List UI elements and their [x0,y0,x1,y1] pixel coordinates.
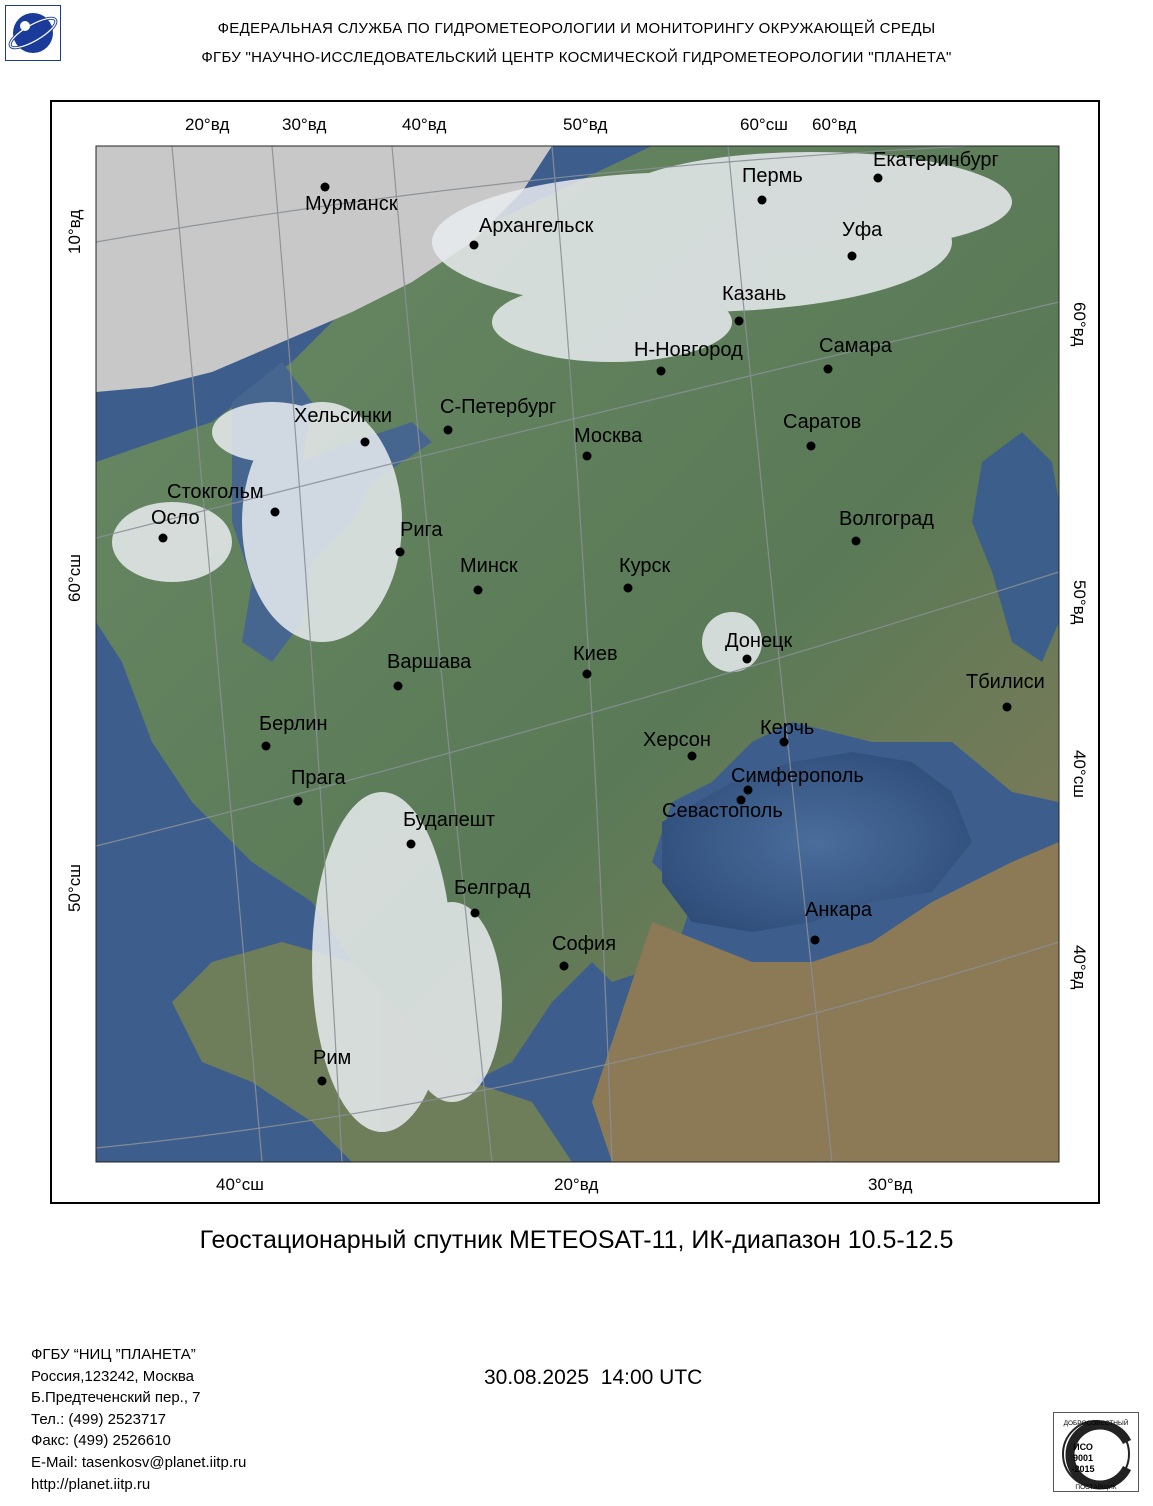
city-dot [583,452,592,461]
city-label: Архангельск [479,215,594,237]
address-line-1: Россия,123242, Москва [31,1367,194,1385]
city-label: Осло [151,507,200,529]
address-line-2: Б.Предтеченский пер., 7 [31,1389,201,1407]
city-dot [394,682,403,691]
grid-label-bottom: 40°сш [216,1175,264,1194]
city-label: Рига [400,519,443,541]
city-label: Н-Новгород [634,339,743,361]
city-label: Симферополь [731,765,864,787]
grid-label-right: 40°вд [1070,945,1089,990]
city-label: Самара [819,335,892,357]
satellite-map-frame [50,100,1100,1204]
right-grid-labels [1070,302,1089,990]
city-label: София [552,933,617,955]
city-label: Варшава [387,651,472,673]
email[interactable]: E-Mail: tasenkosv@planet.iitp.ru [31,1453,247,1471]
city-label: Стокгольм [167,481,264,503]
city-label: Казань [722,283,787,305]
city-label: Берлин [259,713,328,735]
map-caption: Геостационарный спутник METEOSAT-11, ИК-диапазон 10.5-12.5 [199,1226,954,1254]
city-label: Будапешт [403,809,495,831]
city-label: Донецк [725,630,793,652]
city-dot [361,438,370,447]
city-dot [624,584,633,593]
city-dot [470,241,479,250]
city-label: С-Петербург [440,396,557,418]
website-link[interactable]: http://planet.iitp.ru [31,1475,151,1493]
city-label: Саратов [783,411,862,433]
fax: Факс: (499) 2526610 [31,1432,171,1450]
city-label: Белград [454,877,531,899]
bottom-grid-labels [216,1175,913,1194]
city-label: Пермь [742,165,803,187]
city-dot [657,367,666,376]
grid-label-left: 50°сш [65,864,84,912]
city-label: Тбилиси [966,671,1045,693]
city-label: Москва [574,425,643,447]
grid-label-right: 50°вд [1070,580,1089,625]
city-dot [807,442,816,451]
phone: Тел.: (499) 2523717 [31,1410,166,1428]
header-institute: ФГБУ "НАУЧНО-ИССЛЕДОВАТЕЛЬСКИЙ ЦЕНТР КОСМИЧЕСКОЙ ГИДРОМЕТЕОРОЛОГИИ "ПЛАНЕТА" [201,49,952,66]
city-dot [1003,703,1012,712]
city-dot [848,252,857,261]
badge-line-1: ИСО [1073,1442,1093,1452]
city-label: Севастополь [662,800,783,822]
grid-label-top: 20°вд [185,115,230,134]
grid-label-bottom: 20°вд [554,1175,599,1194]
badge-line-3: -2015 [1071,1464,1095,1474]
city-dot [560,962,569,971]
grid-label-top: 50°вд [563,115,608,134]
city-dot [743,655,752,664]
city-dot [688,752,697,761]
satellite-map [52,102,1098,1202]
contact-info [31,1344,246,1495]
city-dot [271,508,280,517]
city-dot [874,174,883,183]
city-label: Рим [313,1047,352,1069]
city-dot [811,936,820,945]
city-label: Анкара [805,899,872,921]
city-label: Хельсинки [294,405,393,427]
city-dot [852,537,861,546]
grid-label-left: 60°сш [65,554,84,602]
grid-label-top: 60°сш [740,115,788,134]
city-label: Минск [460,555,518,577]
observation-timestamp: 30.08.2025 14:00 UTC [484,1366,703,1389]
city-dot [444,426,453,435]
city-label: Херсон [643,729,711,751]
city-dot [321,183,330,192]
city-label: Керчь [760,717,815,739]
header-agency: ФЕДЕРАЛЬНАЯ СЛУЖБА ПО ГИДРОМЕТЕОРОЛОГИИ И МОНИТОРИНГУ ОКРУЖАЮЩЕЙ СРЕДЫ [217,20,936,37]
city-dot [159,534,168,543]
badge-bottom-text: ПОСТАВЩИК [1075,1484,1117,1491]
left-grid-labels [65,209,84,912]
grid-label-right: 40°сш [1070,750,1089,798]
grid-label-top: 40°вд [402,115,447,134]
city-dot [262,742,271,751]
city-dot [294,797,303,806]
org-name: ФГБУ “НИЦ ”ПЛАНЕТА” [31,1346,196,1363]
city-label: Волгоград [839,508,934,530]
grid-label-right: 60°вд [1070,302,1089,347]
city-dot [583,670,592,679]
city-label: Екатеринбург [873,149,999,171]
city-dot [396,548,405,557]
city-label: Мурманск [305,193,398,215]
city-dot [471,909,480,918]
badge-line-2: 9001 [1072,1453,1094,1463]
top-grid-labels [185,115,857,134]
grid-label-left: 10°вд [65,209,84,254]
grid-label-top: 60°вд [812,115,857,134]
grid-label-top: 30°вд [282,115,327,134]
grid-label-bottom: 30°вд [868,1175,913,1194]
city-label: Курск [619,555,671,577]
city-dot [474,586,483,595]
city-dot [735,317,744,326]
city-dot [318,1077,327,1086]
city-dot [824,365,833,374]
city-label: Уфа [842,219,883,241]
city-label: Киев [573,643,618,665]
city-dot [407,840,416,849]
iso-certification-badge-icon [1053,1412,1139,1492]
city-dot [758,196,767,205]
badge-top-text: ДОБРОСОВЕСТНЫЙ [1063,1420,1129,1427]
city-label: Прага [291,767,346,789]
city-marker [662,796,783,823]
